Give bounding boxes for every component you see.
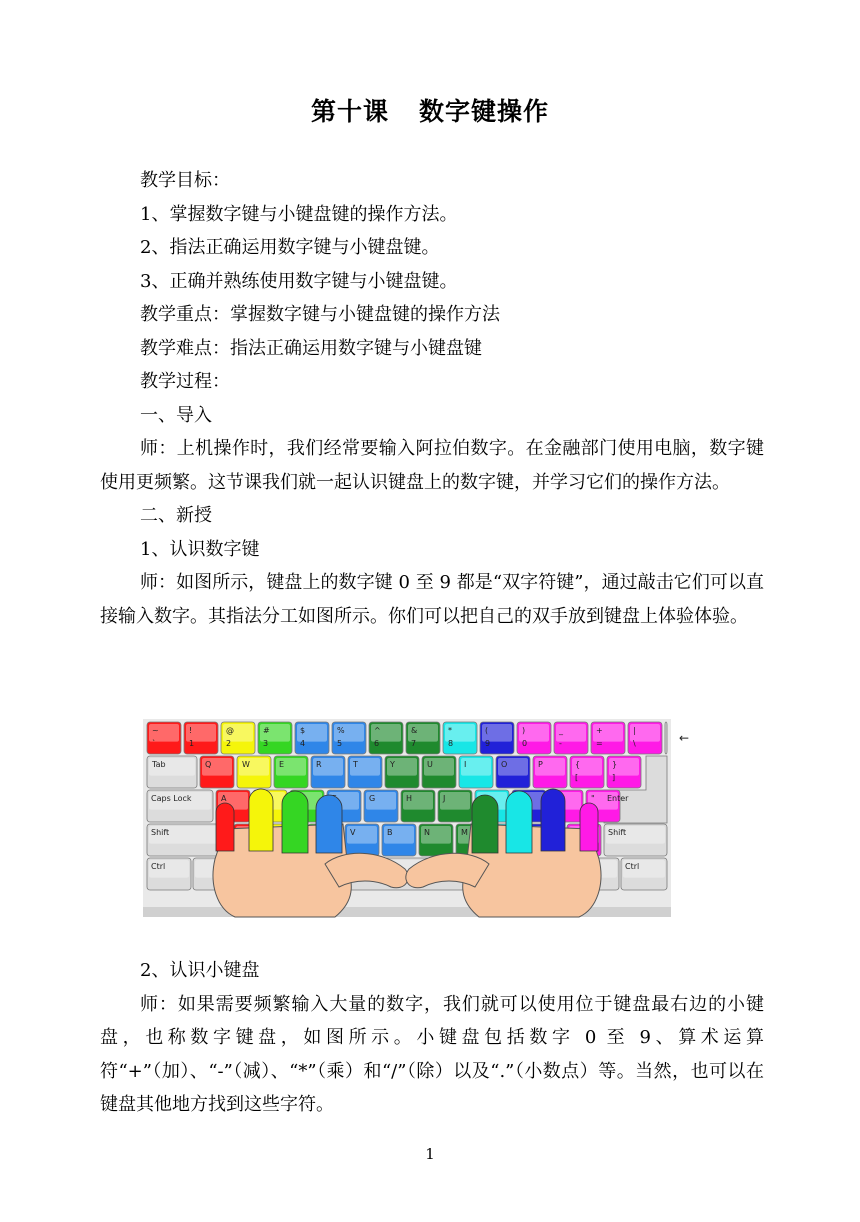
key-number-bottom-4: 4 — [300, 739, 306, 748]
sub1-text: 师：如图所示，键盘上的数字键 0 至 9 都是“双字符键”，通过敲击它们可以直接输入数字。其指法分工如图所示。你们可以把自己的双手放到键盘上体验体验。 — [100, 572, 764, 627]
keyboard-fingering-illustration — [143, 719, 690, 917]
key-top-label-2: E — [279, 760, 285, 769]
key-number-bottom-3: 3 — [263, 739, 269, 748]
key-top-sub-10: [ — [575, 773, 579, 782]
key-top-label-8: O — [501, 760, 508, 769]
key-top-label-10: { — [575, 760, 581, 769]
key-top-label-4: T — [353, 760, 358, 769]
key-top-label-3: R — [316, 760, 322, 769]
process-heading: 教学过程： — [140, 371, 230, 392]
right-shift-label: Shift — [608, 828, 627, 837]
key-number-bottom-8: 8 — [448, 739, 454, 748]
left-middle-finger — [282, 791, 308, 853]
backspace-key — [665, 722, 667, 754]
difficulty: 教学难点：指法正确运用数字键与小键盘键 — [140, 337, 482, 359]
right-ring-finger — [541, 789, 565, 851]
key-top-sub-11: ] — [612, 773, 616, 782]
key-number-bottom-9: 9 — [485, 739, 491, 748]
title-topic: 数字键操作 — [419, 97, 550, 126]
sub2-text: 师：如果需要频繁输入大量的数字，我们就可以使用位于键盘最右边的小键盘，也称数字键盘，如图所示。小键盘包括数字 0 至 9、算术运算符“+”（加）、“-”（减）、“*”（乘）和“/”（除）以及“.”（小数点）等。当然，也可以在键盘其他地方找到这些字符。 — [100, 993, 764, 1115]
left-ctrl-label: Ctrl — [151, 862, 166, 871]
left-shift-label: Shift — [151, 828, 170, 837]
key-number-top-1: ! — [189, 726, 193, 735]
right-index-finger — [472, 795, 498, 853]
right-ctrl-label: Ctrl — [625, 862, 640, 871]
key-home-label-5: H — [406, 794, 413, 803]
key-number-bottom-11: - — [559, 739, 562, 748]
key-number-bottom-1: 1 — [189, 739, 195, 748]
left-pinky-finger — [216, 803, 234, 851]
tab-label: Tab — [152, 760, 166, 769]
text-block-intro — [100, 164, 764, 633]
key-bottom-label-3: V — [350, 828, 356, 837]
key-number-top-13: | — [633, 726, 636, 735]
key-number-top-3: # — [263, 726, 270, 735]
left-ring-finger — [249, 789, 273, 851]
key-number-bottom-5: 5 — [337, 739, 343, 748]
key-point: 教学重点：掌握数字键与小键盘键的操作方法 — [140, 304, 500, 325]
key-home-label-4: G — [369, 794, 376, 803]
key-number-top-8: * — [448, 726, 452, 735]
key-number-bottom-12: = — [596, 739, 603, 748]
key-bottom-label-4: B — [387, 828, 393, 837]
objectives-heading: 教学目标： — [140, 170, 230, 191]
text-block-keypad — [100, 954, 764, 1122]
key-number-top-7: & — [411, 726, 418, 735]
key-number-bottom-10: 0 — [522, 739, 528, 748]
key-home-label-6: J — [443, 794, 446, 803]
key-number-top-11: _ — [559, 726, 563, 735]
title-lesson: 第十课 — [310, 97, 389, 126]
objective-1: 1、掌握数字键与小键盘键的操作方法。 — [140, 203, 458, 225]
right-pinky-finger — [580, 803, 598, 851]
section1-text: 师：上机操作时，我们经常要输入阿拉伯数字。在金融部门使用电脑，数字键使用更频繁。这节课我们就一起认识键盘上的数字键，并学习它们的操作方法。 — [100, 438, 764, 493]
key-number-top-2: @ — [226, 726, 234, 735]
key-home-label-10: " — [591, 794, 595, 803]
keyboard-edge — [143, 907, 671, 917]
key-bottom-label-6: M — [461, 828, 468, 837]
objective-2: 2、指法正确运用数字键与小键盘键。 — [140, 237, 440, 258]
key-bottom-label-5: N — [424, 828, 430, 837]
key-top-label-0: Q — [205, 760, 212, 769]
capslock-label: Caps Lock — [151, 794, 192, 803]
key-top-label-1: W — [242, 760, 250, 769]
key-number-bottom-6: 6 — [374, 739, 380, 748]
key-number-bottom-13: \ — [633, 739, 636, 748]
key-number-top-10: ) — [522, 726, 526, 735]
key-top-label-6: U — [427, 760, 433, 769]
page-title — [0, 92, 860, 128]
key-number-top-0: ~ — [152, 726, 159, 735]
key-top-label-9: P — [538, 760, 543, 769]
key-number-bottom-2: 2 — [226, 739, 232, 748]
key-top-label-7: I — [464, 760, 467, 769]
left-index-finger — [316, 795, 342, 853]
key-number-top-5: % — [337, 726, 345, 735]
key-number-top-12: + — [596, 726, 603, 735]
page-number: 1 — [425, 1145, 435, 1163]
key-number-bottom-0: ` — [152, 739, 156, 748]
enter-label: Enter — [607, 794, 629, 803]
key-home-label-0: A — [221, 794, 227, 803]
right-middle-finger — [506, 791, 532, 853]
objective-3: 3、正确并熟练使用数字键与小键盘键。 — [140, 270, 458, 292]
backspace-label: ← — [679, 731, 690, 745]
section1-heading: 一、导入 — [140, 404, 212, 426]
sub1-heading: 1、认识数字键 — [140, 538, 260, 560]
sub2-heading: 2、认识小键盘 — [140, 960, 260, 981]
key-number-top-9: ( — [485, 726, 489, 735]
key-number-bottom-7: 7 — [411, 739, 417, 748]
key-number-top-6: ^ — [374, 726, 381, 735]
key-number-top-4: $ — [300, 726, 306, 735]
section2-heading: 二、新授 — [140, 505, 212, 526]
key-top-label-11: } — [612, 760, 618, 769]
key-top-label-5: Y — [390, 760, 395, 769]
